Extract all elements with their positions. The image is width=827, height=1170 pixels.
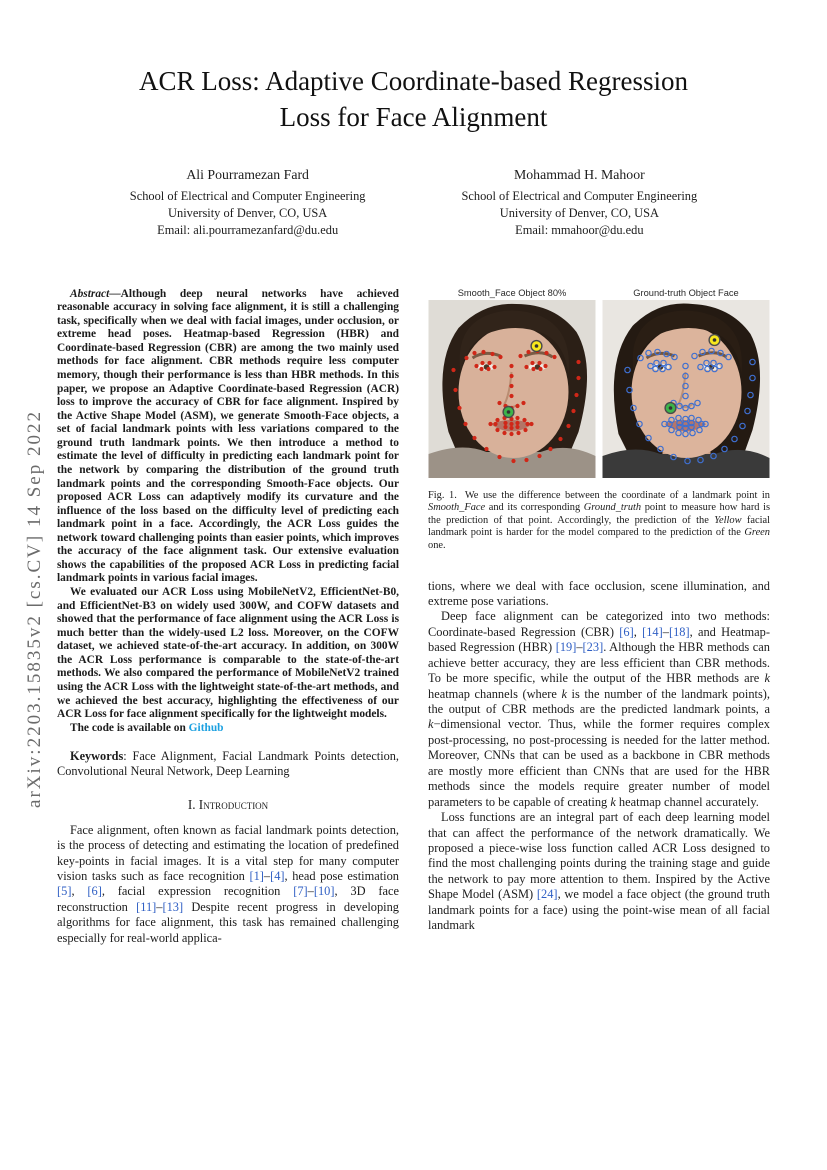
author-1-department: School of Electrical and Computer Engineering: [129, 188, 366, 203]
text-segment: : Face Alignment, Facial Landmark Points detection, Convolutional Neural Network, Deep Learning: [57, 749, 399, 779]
landmark-point: [479, 367, 483, 371]
landmark-point: [497, 401, 501, 405]
right-column: [428, 288, 770, 947]
text-segment: k: [428, 717, 434, 732]
landmark-point: [495, 428, 499, 432]
two-column-body: [0, 288, 827, 947]
paper-title: [0, 64, 827, 135]
landmark-point: [521, 401, 525, 405]
text-segment: Keywords: [70, 749, 124, 764]
landmark-point: [453, 388, 457, 392]
text-segment: k: [610, 794, 616, 809]
text-segment: and its corresponding: [485, 502, 584, 514]
landmark-point: [451, 368, 455, 372]
landmark-point: [511, 459, 515, 463]
landmark-point: [497, 455, 501, 459]
citation-link[interactable]: [4]: [270, 868, 285, 883]
text-segment: point to measure how hard is the prediction of that point. Accordingly, the prediction of the: [428, 502, 771, 526]
landmark-point: [537, 454, 541, 458]
citation-link[interactable]: [1]: [249, 868, 264, 883]
face: [632, 326, 742, 458]
landmark-point: [558, 437, 562, 441]
landmark-point: [480, 361, 484, 365]
landmark-point: [544, 351, 548, 355]
text-segment: heatmap channel accurately.: [615, 794, 759, 809]
author-2-department: School of Electrical and Computer Engineering: [461, 188, 698, 203]
left-column: [57, 288, 399, 947]
text-segment: Green: [744, 527, 770, 539]
text-segment: k: [764, 671, 770, 686]
landmark-point: [487, 361, 491, 365]
abstract-paragraph-2: [57, 586, 399, 722]
text-segment: We use the difference between the coordinate of a landmark point in: [464, 489, 771, 501]
citation-link[interactable]: [11]: [136, 899, 157, 914]
citation-link[interactable]: [10]: [313, 884, 335, 899]
text-segment: Fig. 1.: [428, 489, 457, 501]
text-segment: We evaluated our ACR Loss using MobileNetV2, EfficientNet-B0, and EfficientNet-B3 on widely used 300W, and COFW datasets and showed that the performance of face alignment using the ACR Loss is much better than the widely-used L2 loss. Moreover, on the COFW dataset, we achieved state-of-the-art accuracy. In addition, on 300W the ACR Loss performance is comparable to the state-of-the-art methods. We also compared the performance of MobileNetV2 trained using the ACR Loss with the lightweight state-of-the-art methods, and we achieved the best accuracy, highlighting the effectiveness of our ACR Loss for face alignment specifically for the lightweight models.: [57, 586, 399, 721]
landmark-point: [515, 421, 519, 425]
landmark-point: [509, 432, 513, 436]
landmark-point: [509, 394, 513, 398]
text-segment: –: [156, 899, 163, 914]
landmark-point: [474, 364, 478, 368]
author-2-email: Email: mmahoor@du.edu: [515, 223, 644, 238]
right-paragraph-1: [428, 579, 770, 610]
external-link[interactable]: Github: [188, 721, 224, 734]
figure-label-smooth-face: Smooth_Face Object 80%: [457, 287, 567, 298]
landmark-point: [526, 350, 530, 354]
paper-title-line-2: Loss for Face Alignment: [279, 101, 548, 132]
text-segment: –: [662, 624, 669, 639]
landmark-point: [529, 422, 533, 426]
landmark-point: [548, 447, 552, 451]
landmark-point: [515, 416, 519, 420]
text-segment: , head pose estimation: [284, 868, 399, 883]
section-heading-introduction: I. Introduction: [187, 796, 269, 812]
text-segment: k: [561, 686, 567, 701]
citation-link[interactable]: [18]: [668, 624, 690, 639]
landmark-point: [481, 350, 485, 354]
landmark-point: [503, 421, 507, 425]
text-segment: tions, where we deal with face occlusion, scene illumination, and extreme pose variations.: [428, 578, 770, 608]
figure-images: [428, 300, 770, 478]
landmark-point: [509, 422, 513, 426]
citation-link[interactable]: [14]: [642, 624, 663, 639]
abstract-paragraph-1: [57, 288, 399, 586]
text-segment: one.: [428, 539, 446, 551]
text-segment: —Although deep neural networks have achieved reasonable accuracy in solving face alignment, it is still a challenging task, specifically when we deal with facial images, under occlusion, or extreme head poses. Heatmap-based Regression (HBR) and Coordinate-based Regression (CBR) are among the two mainly used methods for face alignment. CBR methods require less computer memory, though their performance is less than HBR methods. In this paper, we propose an Adaptive Coordinate-based Regression (ACR) loss to improve the accuracy of CBR for face alignment. Inspired by the Active Shape Model (ASM), we generate Smooth-Face objects, a set of facial landmark points with less variations compared to the ground truth landmark points. We then introduce a method to estimate the level of difficulty in predicting each landmark point for the network by comparing the distribution of the ground truth landmark points and the corresponding Smooth-Face objects. Our proposed ACR Loss can adaptively modify its curvature and the influence of the loss based on the difficulty level of predicting each landmark point in a face. Accordingly, the ACR Loss guides the network toward challenging points than easier points, which improves the accuracy of the face alignment task. Our extensive evaluation shows the capabilities of the proposed ACR Loss in predicting facial landmark points in various facial images.: [57, 287, 399, 585]
ground-truth-image: [602, 300, 770, 478]
landmark-point: [457, 406, 461, 410]
text-segment: , and Heatmap-based Regression (HBR): [428, 624, 770, 655]
text-segment: −dimensional vector. Thus, while the former requires complex post-processing, no post-processing is needed for the latter method. Moreover, CNNs that can be used as a backbone in CBR methods are mostly more efficient than CNNs that are used for the HBR methods since the models require greater number of model parameters to be capable of creating: [428, 717, 770, 809]
citation-link[interactable]: [6]: [87, 884, 102, 899]
text-segment: –: [576, 640, 583, 655]
text-segment: is the number of the landmark points), the output of CBR methods are the predicted landmark points, a: [428, 686, 771, 717]
landmark-point: [530, 361, 534, 365]
landmark-point: [509, 384, 513, 388]
landmark-point: [518, 354, 522, 358]
figure-image-labels: [428, 288, 770, 298]
landmark-point: [503, 425, 507, 429]
landmark-point: [576, 376, 580, 380]
text-segment: –: [307, 884, 314, 899]
landmark-point: [502, 431, 506, 435]
landmark-point: [463, 422, 467, 426]
landmark-point: [524, 458, 528, 462]
abstract-code-availability: [57, 722, 399, 736]
landmark-point: [524, 365, 528, 369]
text-segment: Loss functions are an integral part of each deep learning model that can affect the performance of the network dramatically. We proposed a piece-wise loss function called ACR Loss designed to find the most challenging points during the training stage and guide the network to pay more attention to them. Inspired by the Active Shape Model (ASM): [428, 810, 770, 902]
author-1-university: University of Denver, CO, USA: [168, 205, 328, 220]
landmark-point: [507, 410, 511, 414]
text-segment: The code is available on: [70, 721, 189, 734]
figure-1: [428, 288, 770, 553]
introduction-paragraph-1: [57, 823, 399, 947]
paper-title-line-1: ACR Loss: Adaptive Coordinate-based Regression: [139, 66, 688, 96]
citation-link[interactable]: [19]: [555, 640, 577, 655]
text-segment: , facial expression recognition: [101, 884, 294, 899]
text-segment: Deep face alignment can be categorized into two methods: Coordinate-based Regression (CBR): [428, 609, 770, 639]
landmark-point: [498, 355, 502, 359]
text-segment: , 3D face reconstruction: [57, 884, 400, 914]
landmark-point: [472, 351, 476, 355]
landmark-point: [493, 422, 497, 426]
text-segment: . Although the HBR methods can achieve better accuracy, they are less efficient than CBR methods. To be more specific, while the output of the HBR methods are: [428, 640, 771, 686]
text-segment: Ground_truth: [583, 502, 642, 514]
citation-link[interactable]: [5]: [57, 884, 72, 899]
landmark-point: [552, 355, 556, 359]
text-segment: facial landmark point is harder for the model compared to the prediction of the: [428, 514, 770, 539]
landmark-point: [543, 364, 547, 368]
author-block-1: [130, 165, 366, 239]
landmark-point: [522, 418, 526, 422]
author-1-name: Ali Pourramezan Fard: [186, 167, 309, 183]
right-paragraph-2: [428, 609, 770, 810]
citation-link[interactable]: [24]: [536, 887, 558, 902]
landmark-point: [515, 425, 519, 429]
landmark-point: [492, 365, 496, 369]
landmark-point: [484, 447, 488, 451]
author-block-2: [462, 165, 698, 239]
keywords: [57, 749, 399, 779]
text-segment: , we model a face object (the ground truth landmark points for a face) using the point-wise mean of all facial landmark: [428, 887, 770, 933]
text-segment: Yellow: [714, 514, 742, 526]
landmark-point: [490, 352, 494, 356]
citation-link[interactable]: [23]: [582, 640, 604, 655]
text-segment: Smooth_Face: [428, 502, 486, 514]
landmark-point: [486, 367, 490, 371]
landmark-point: [523, 428, 527, 432]
text-segment: –: [263, 868, 271, 883]
landmark-point: [509, 426, 513, 430]
landmark-point: [538, 367, 542, 371]
author-blocks: [0, 165, 827, 239]
landmark-point: [495, 418, 499, 422]
citation-link[interactable]: [13]: [162, 899, 184, 914]
author-2-name: Mohammad H. Mahoor: [514, 167, 645, 183]
landmark-point: [576, 360, 580, 364]
figure-label-ground-truth: Ground-truth Object Face: [633, 287, 739, 298]
author-2-university: University of Denver, CO, USA: [499, 205, 659, 220]
text-segment: Face alignment, often known as facial landmark points detection, is the process of detecting and estimating the location of predefined key-points in facial images. It is a vital step for many computer vision tasks such as face recognition: [57, 822, 399, 883]
text-segment: Abstract: [70, 287, 110, 300]
landmark-point: [669, 406, 673, 410]
landmark-point: [509, 364, 513, 368]
right-paragraph-3: [428, 810, 770, 934]
landmark-point: [488, 422, 492, 426]
landmark-point: [509, 374, 513, 378]
landmark-point: [464, 356, 468, 360]
smooth-face-image: [428, 300, 596, 478]
landmark-point: [531, 367, 535, 371]
landmark-point: [515, 404, 519, 408]
text-segment: Despite recent progress in developing algorithms for face alignment, this task has remained challenging especially for real-world applica-: [57, 899, 399, 945]
landmark-point: [472, 436, 476, 440]
figure-caption: [428, 490, 770, 553]
text-segment: ,: [633, 624, 643, 639]
citation-link[interactable]: [7]: [293, 884, 308, 899]
landmark-point: [535, 344, 539, 348]
citation-link[interactable]: [6]: [619, 624, 634, 639]
text-segment: ,: [71, 884, 88, 899]
text-segment: heatmap channels (where: [428, 686, 562, 701]
paper-header: [0, 0, 827, 240]
landmark-point: [516, 431, 520, 435]
landmark-point: [574, 393, 578, 397]
landmark-point: [571, 409, 575, 413]
landmark-point: [713, 338, 717, 342]
author-1-email: Email: ali.pourramezanfard@du.edu: [157, 223, 339, 238]
landmark-point: [566, 424, 570, 428]
landmark-point: [537, 361, 541, 365]
landmark-point: [525, 422, 529, 426]
arxiv-stamp: arXiv:2203.15835v2 [cs.CV] 14 Sep 2022: [24, 410, 45, 808]
